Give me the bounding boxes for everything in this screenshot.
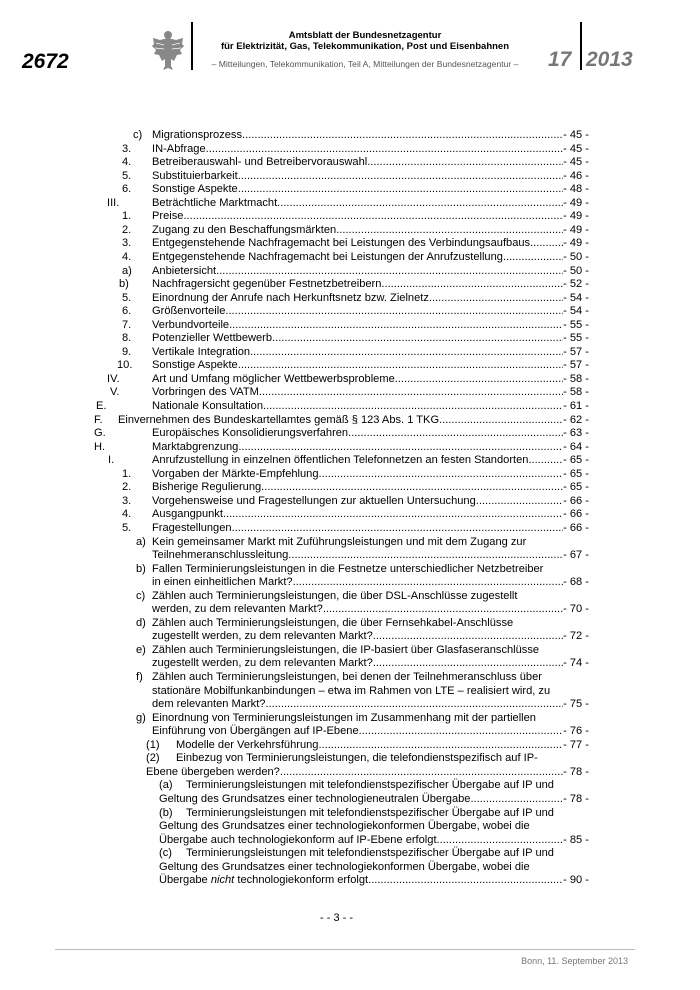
toc-entry-title: IN-Abfrage xyxy=(152,142,206,155)
toc-entry xyxy=(0,576,589,589)
toc-leader-dots xyxy=(336,224,563,237)
toc-entry-title: Entgegenstehende Nachfragemacht bei Leistungen des Verbindungsaufbaus xyxy=(152,237,531,250)
toc-entry-title: zugestellt werden, zu dem relevanten Markt? xyxy=(152,630,373,643)
toc-leader-dots xyxy=(395,373,563,386)
toc-entry-title: Zugang zu den Beschaffungsmärkten xyxy=(152,223,337,236)
toc-leader-dots xyxy=(476,495,563,508)
toc-entry xyxy=(0,292,589,305)
toc-entry-title: Übergabe xyxy=(159,874,208,887)
toc-entry-page: - 72 - xyxy=(563,630,589,643)
toc-entry-page: - 65 - xyxy=(563,454,589,467)
toc-entry-page: - 46 - xyxy=(563,169,589,182)
toc-entry-title: Fallen Terminierungsleistungen in die Festnetze unterschiedlicher Netzbetreiber xyxy=(152,562,544,575)
toc-entry xyxy=(0,603,589,616)
toc-entry xyxy=(0,468,589,481)
toc-entry-title: Ebene übergeben werden? xyxy=(146,765,280,778)
toc-entry xyxy=(0,305,589,318)
toc-leader-dots xyxy=(261,481,563,494)
toc-entry xyxy=(0,170,589,183)
toc-entry-page: - 45 - xyxy=(563,129,589,141)
toc-entry xyxy=(0,617,589,630)
toc-entry-number: 5. xyxy=(122,521,132,534)
toc-entry-page: - 49 - xyxy=(563,237,589,250)
toc-entry-page: - 78 - xyxy=(563,792,589,805)
toc-entry-title: Vorgehensweise und Fragestellungen zur aktuellen Untersuchung xyxy=(152,494,476,507)
toc-entry xyxy=(0,779,589,792)
toc-leader-dots xyxy=(265,698,563,711)
toc-entry xyxy=(0,508,589,521)
toc-entry-number: 6. xyxy=(122,305,132,318)
toc-leader-dots xyxy=(429,292,563,305)
toc-entry xyxy=(0,346,589,359)
toc-entry xyxy=(0,224,589,237)
toc-entry-page: - 85 - xyxy=(563,833,589,846)
toc-leader-dots xyxy=(440,834,563,847)
toc-leader-dots xyxy=(503,251,563,264)
toc-entry-title: Ausgangpunkt xyxy=(152,508,223,521)
toc-entry-page: - 76 - xyxy=(563,725,589,738)
toc-entry xyxy=(0,752,589,765)
toc-entry xyxy=(0,725,589,738)
toc-entry-page: - 66 - xyxy=(563,508,589,521)
toc-entry-page: - 75 - xyxy=(563,698,589,711)
toc-entry-page: - 66 - xyxy=(563,521,589,534)
toc-entry-page: - 49 - xyxy=(563,196,589,209)
toc-entry-title: Kein gemeinsamer Markt mit Zuführungsleistungen und mit dem Zugang zur xyxy=(152,535,527,548)
toc-entry-title: Zählen auch Terminierungsleistungen, die über Fernsehkabel-Anschlüsse xyxy=(152,616,514,629)
toc-entry-title: Verbundvorteile xyxy=(152,318,230,331)
toc-entry-page: - 54 - xyxy=(563,291,589,304)
toc-entry-title: Preise xyxy=(152,210,184,223)
toc-entry-number: 5. xyxy=(122,291,132,304)
toc-leader-dots xyxy=(371,874,563,887)
toc-entry-title: Einbezug von Terminierungsleistungen, die telefondienstspezifisch auf IP- xyxy=(176,752,538,765)
toc-entry xyxy=(0,278,589,291)
toc-leader-dots xyxy=(470,793,563,806)
toc-entry xyxy=(0,495,589,508)
toc-leader-dots xyxy=(216,265,563,278)
toc-entry-number: b) xyxy=(119,278,129,291)
toc-entry-title: Zählen auch Terminierungsleistungen, die IP-basiert über Glasfaseranschlüsse xyxy=(152,643,540,656)
toc-entry xyxy=(0,644,589,657)
toc-entry-number: 9. xyxy=(122,345,132,358)
toc-entry-number: (c) xyxy=(159,847,172,860)
toc-entry xyxy=(0,210,589,223)
toc-entry xyxy=(0,400,589,413)
toc-entry xyxy=(0,143,589,156)
toc-entry-title-rest: technologiekonform erfolgt. xyxy=(237,874,372,887)
toc-entry xyxy=(0,265,589,278)
toc-entry-page: - 55 - xyxy=(563,332,589,345)
footer-rule xyxy=(55,949,635,950)
toc-entry-title: Bisherige Regulierung xyxy=(152,481,262,494)
toc-entry-title: Einführung von Übergängen auf IP-Ebene. xyxy=(152,725,362,738)
toc-leader-dots xyxy=(250,346,563,359)
gazette-page-number: 2672 xyxy=(22,50,69,73)
toc-entry-page: - 45 - xyxy=(563,142,589,155)
toc-entry-number: b) xyxy=(136,562,146,575)
toc-entry-title: Zählen auch Terminierungsleistungen, die über DSL-Anschlüsse zugestellt xyxy=(152,589,518,602)
toc-entry xyxy=(0,454,589,467)
toc-entry-number: III. xyxy=(107,196,120,209)
toc-entry-title: Nachfragersicht gegenüber Festnetzbetreibern xyxy=(152,278,382,291)
toc-entry-title: Potenzieller Wettbewerb xyxy=(152,332,273,345)
toc-entry-title: Migrationsprozess xyxy=(152,129,243,141)
toc-leader-dots xyxy=(238,183,563,196)
toc-entry xyxy=(0,251,589,264)
toc-leader-dots xyxy=(367,156,563,169)
toc-leader-dots xyxy=(277,197,563,210)
toc-entry-page: - 68 - xyxy=(563,576,589,589)
toc-entry-page: - 45 - xyxy=(563,156,589,169)
toc-entry xyxy=(0,563,589,576)
toc-entry xyxy=(0,481,589,494)
toc-entry-title: Fragestellungen xyxy=(152,521,232,534)
toc-leader-dots xyxy=(288,549,563,562)
toc-entry-page: - 54 - xyxy=(563,305,589,318)
toc-entry xyxy=(0,359,589,372)
toc-entry-title-emphasis: nicht xyxy=(210,874,235,887)
toc-entry-page: - 61 - xyxy=(563,400,589,412)
toc-entry xyxy=(0,712,589,725)
toc-entry-page: - 78 - xyxy=(563,765,589,778)
toc-entry-title: Einvernehmen des Bundeskartellamtes gemäß § 123 Abs. 1 TKG xyxy=(118,413,440,426)
toc-entry-title: Betreiberauswahl- und Betreibervorauswahl xyxy=(152,156,368,169)
federal-eagle-icon xyxy=(150,28,186,72)
toc-entry-number: a) xyxy=(122,264,132,277)
toc-entry-title: stationäre Mobilfunkanbindungen – etwa im Rahmen von LTE – realisiert wird, zu xyxy=(152,684,551,697)
toc-leader-dots xyxy=(373,630,563,643)
toc-entry-title: Substituierbarkeit xyxy=(152,169,238,182)
toc-entry-number: c) xyxy=(133,129,143,141)
toc-entry xyxy=(0,197,589,210)
toc-entry-title: Marktabgrenzung xyxy=(152,440,239,453)
toc-entry-page: - 49 - xyxy=(563,223,589,236)
toc-entry xyxy=(0,183,589,196)
toc-entry-number: 4. xyxy=(122,508,132,521)
toc-entry-number: (b) xyxy=(159,806,173,819)
gazette-subtitle: – Mitteilungen, Telekommunikation, Teil A, Mitteilungen der Bundesnetzagentur – xyxy=(211,59,519,69)
toc-entry xyxy=(0,319,589,332)
toc-entry xyxy=(0,861,589,874)
toc-leader-dots xyxy=(323,603,563,616)
toc-entry-page: - 74 - xyxy=(563,657,589,670)
toc-entry-title: Teilnehmeranschlussleitung xyxy=(152,549,289,562)
toc-leader-dots xyxy=(206,143,563,156)
toc-entry-number: 5. xyxy=(122,169,132,182)
toc-leader-dots xyxy=(318,739,563,752)
toc-entry-number: H. xyxy=(94,440,106,453)
toc-entry xyxy=(0,427,589,440)
toc-leader-dots xyxy=(373,657,563,670)
toc-entry-number: c) xyxy=(136,589,146,602)
toc-entry xyxy=(0,874,589,887)
toc-entry-page: - 57 - xyxy=(563,345,589,358)
gazette-title-line1: Amtsblatt der Bundesnetzagentur xyxy=(288,30,442,41)
toc-entry-number: 2. xyxy=(122,223,132,236)
toc-entry-number: 4. xyxy=(122,250,132,263)
toc-entry-title: Vertikale Integration xyxy=(152,345,251,358)
toc-entry-number: 2. xyxy=(122,481,132,494)
toc-entry-title: in einen einheitlichen Markt? xyxy=(152,576,293,589)
toc-entry xyxy=(0,834,589,847)
toc-entry xyxy=(0,237,589,250)
toc-entry-number: IV. xyxy=(107,372,120,385)
footer-date: Bonn, 11. September 2013 xyxy=(521,956,628,966)
toc-entry-title: Entgegenstehende Nachfragemacht bei Leistungen der Anrufzustellung xyxy=(152,250,503,263)
toc-entry-title: Zählen auch Terminierungsleistungen, bei denen der Teilnehmeranschluss über xyxy=(152,671,542,683)
toc-entry-number: 3. xyxy=(122,237,132,250)
toc-entry-title: Art und Umfang möglicher Wettbewerbsprobleme xyxy=(152,372,395,385)
toc-entry-title: Nationale Konsultation xyxy=(152,400,264,412)
toc-leader-dots xyxy=(319,468,564,481)
toc-entry-page: - 58 - xyxy=(563,386,589,399)
toc-leader-dots xyxy=(183,210,563,223)
toc-entry-title: Geltung des Grundsatzes einer technologiekonformen Übergabe, wobei die xyxy=(159,860,530,873)
toc-entry-number: g) xyxy=(136,711,146,724)
toc-leader-dots xyxy=(238,441,563,454)
toc-entry-number: e) xyxy=(136,643,146,656)
toc-entry xyxy=(0,156,589,169)
toc-entry-page: - 66 - xyxy=(563,494,589,507)
toc-entry xyxy=(0,373,589,386)
toc-entry xyxy=(0,441,589,454)
toc-entry-page: - 63 - xyxy=(563,427,589,440)
toc-entry-title: werden, zu dem relevanten Markt? xyxy=(152,603,323,616)
toc-entry-title: Übergabe auch technologiekonform auf IP-Ebene erfolgt. xyxy=(159,833,440,846)
toc-leader-dots xyxy=(232,522,564,535)
toc-entry-page: - 50 - xyxy=(563,264,589,277)
toc-entry-title: Europäisches Konsolidierungsverfahren xyxy=(152,427,349,440)
toc-leader-dots xyxy=(272,332,563,345)
toc-leader-dots xyxy=(530,237,563,250)
toc-leader-dots xyxy=(238,359,563,372)
toc-entry-title: Anrufzustellung in einzelnen öffentlichen Telefonnetzen an festen Standorten xyxy=(152,454,529,467)
toc-entry xyxy=(0,847,589,860)
toc-entry-title: Geltung des Grundsatzes einer technologiekonformen Übergabe, wobei die xyxy=(159,820,530,833)
toc-entry xyxy=(0,698,589,711)
toc-entry-title: Einordnung von Terminierungsleistungen im Zusammenhang mit der partiellen xyxy=(152,711,536,724)
toc-entry-page: - 55 - xyxy=(563,318,589,331)
toc-entry-number: 8. xyxy=(122,332,132,345)
toc-entry-page: - 90 - xyxy=(563,874,589,887)
toc-entry-number: E. xyxy=(96,400,107,412)
toc-entry-page: - 49 - xyxy=(563,210,589,223)
toc-leader-dots xyxy=(439,414,563,427)
toc-entry xyxy=(0,414,589,427)
toc-entry xyxy=(0,657,589,670)
toc-entry-number: G. xyxy=(94,427,106,440)
toc-entry xyxy=(0,807,589,820)
toc-entry xyxy=(0,671,589,684)
toc-entry-title: Sonstige Aspekte xyxy=(152,359,238,372)
page-footer-number: - - 3 - - xyxy=(320,912,353,924)
toc-entry-number: (a) xyxy=(159,779,173,792)
toc-entry-number: f) xyxy=(136,671,143,683)
toc-leader-dots xyxy=(381,278,563,291)
toc-entry-page: - 65 - xyxy=(563,467,589,480)
toc-leader-dots xyxy=(229,319,563,332)
toc-leader-dots xyxy=(259,386,563,399)
toc-entry-number: (1) xyxy=(146,738,160,751)
toc-entry-title: Modelle der Verkehrsführung xyxy=(176,738,319,751)
toc-leader-dots xyxy=(225,305,563,318)
toc-entry-number: a) xyxy=(136,535,146,548)
toc-entry-page: - 48 - xyxy=(563,183,589,196)
toc-entry xyxy=(0,386,589,399)
toc-entry-number: 3. xyxy=(122,494,132,507)
toc-entry-title: zugestellt werden, zu dem relevanten Markt? xyxy=(152,657,373,670)
toc-leader-dots xyxy=(528,454,563,467)
toc-entry-title: Vorgaben der Märkte-Empfehlung xyxy=(152,467,319,480)
toc-entry-page: - 57 - xyxy=(563,359,589,372)
toc-leader-dots xyxy=(362,725,563,738)
toc-leader-dots xyxy=(242,129,563,142)
toc-entry-title: Beträchtliche Marktmacht xyxy=(152,196,278,209)
toc-entry-page: - 70 - xyxy=(563,603,589,616)
toc-leader-dots xyxy=(280,766,563,779)
toc-entry xyxy=(0,766,589,779)
toc-entry-number: 4. xyxy=(122,156,132,169)
toc-entry-title: Anbietersicht xyxy=(152,264,217,277)
toc-entry-title: Terminierungsleistungen mit telefondienstspezifischer Übergabe auf IP und xyxy=(186,779,554,792)
toc-entry-page: - 58 - xyxy=(563,372,589,385)
toc-entry-page: - 65 - xyxy=(563,481,589,494)
toc-entry-title: Größenvorteile xyxy=(152,305,226,318)
toc-leader-dots xyxy=(348,427,563,440)
toc-entry-number: (2) xyxy=(146,752,160,765)
toc-entry-title: Einordnung der Anrufe nach Herkunftsnetz bzw. Zielnetz xyxy=(152,291,429,304)
toc-entry xyxy=(0,129,589,142)
toc-entry-number: I. xyxy=(108,454,115,467)
toc-entry-page: - 64 - xyxy=(563,440,589,453)
toc-entry xyxy=(0,739,589,752)
toc-entry-title: Vorbringen des VATM xyxy=(152,386,259,399)
toc-entry-page: - 62 - xyxy=(563,413,589,426)
toc-entry-number: F. xyxy=(94,413,103,426)
toc-entry-page: - 52 - xyxy=(563,278,589,291)
toc-entry xyxy=(0,820,589,833)
toc-leader-dots xyxy=(263,400,563,413)
toc-entry-number: 10. xyxy=(117,359,133,372)
toc-entry xyxy=(0,549,589,562)
gazette-title-line2: für Elektrizität, Gas, Telekommunikation, Post und Eisenbahnen xyxy=(220,41,510,52)
toc-leader-dots xyxy=(238,170,563,183)
toc-entry xyxy=(0,536,589,549)
toc-entry-page: - 50 - xyxy=(563,250,589,263)
toc-entry-number: V. xyxy=(110,386,120,399)
toc-entry-title: Terminierungsleistungen mit telefondienstspezifischer Übergabe auf IP und xyxy=(186,806,554,819)
toc-entry-number: 3. xyxy=(122,142,132,155)
toc-entry xyxy=(0,685,589,698)
toc-entry xyxy=(0,522,589,535)
toc-entry xyxy=(0,793,589,806)
toc-entry-title: dem relevanten Markt? xyxy=(152,698,266,711)
toc-entry-number: 1. xyxy=(122,210,132,223)
toc-entry xyxy=(0,590,589,603)
toc-leader-dots xyxy=(223,508,563,521)
toc-entry xyxy=(0,630,589,643)
toc-entry xyxy=(0,332,589,345)
issue-divider xyxy=(580,22,582,70)
gazette-title xyxy=(210,30,520,52)
toc-entry-title: Sonstige Aspekte xyxy=(152,183,238,196)
toc-entry-title: Terminierungsleistungen mit telefondienstspezifischer Übergabe auf IP und xyxy=(186,847,554,860)
toc-entry-page: - 77 - xyxy=(563,738,589,751)
toc-entry-page: - 67 - xyxy=(563,549,589,562)
toc-entry-number: 7. xyxy=(122,318,132,331)
toc-leader-dots xyxy=(293,576,563,589)
toc-entry-title: Geltung des Grundsatzes einer technologieneutralen Übergabe xyxy=(159,792,471,805)
toc-entry-number: d) xyxy=(136,616,146,629)
issue-number: 17 xyxy=(548,48,572,71)
toc-entry-number: 1. xyxy=(122,467,132,480)
issue-year: 2013 xyxy=(586,48,633,71)
toc-entry-number: 6. xyxy=(122,183,132,196)
